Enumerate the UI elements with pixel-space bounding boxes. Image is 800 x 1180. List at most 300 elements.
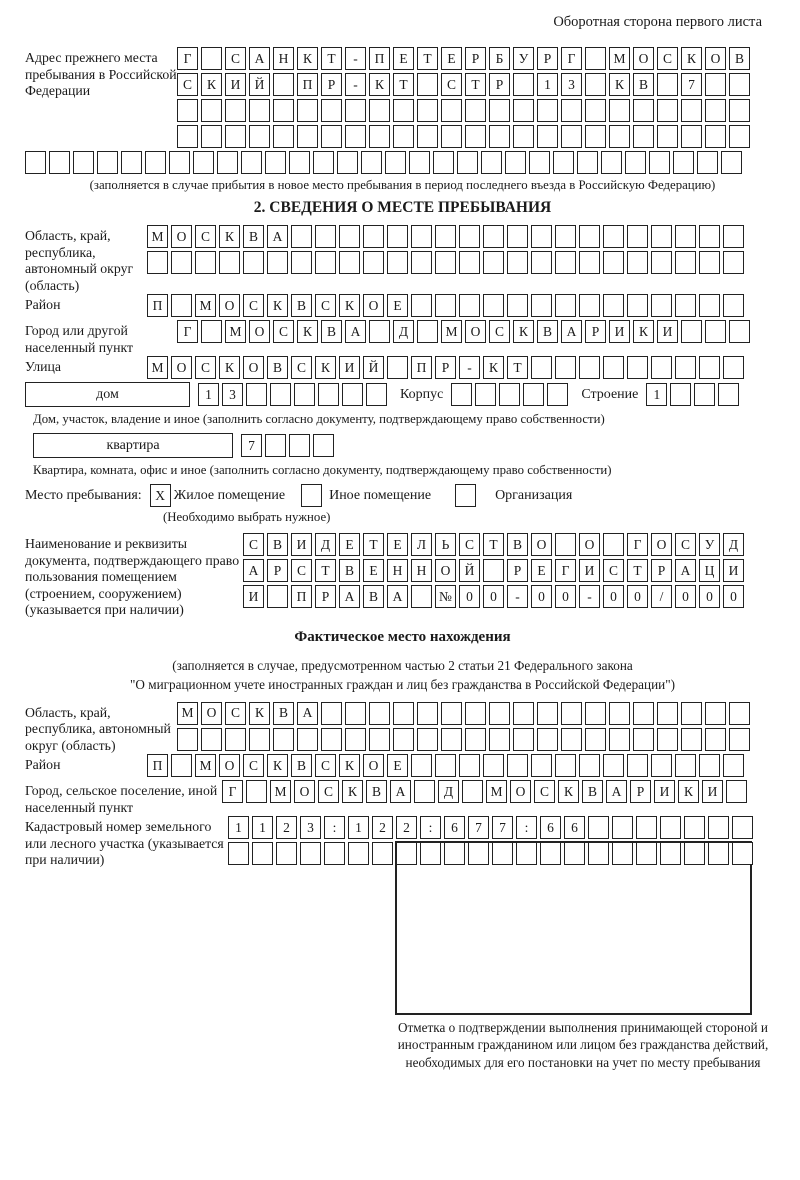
char-box[interactable]: - <box>579 585 600 608</box>
char-box[interactable]: Е <box>339 533 360 556</box>
char-box[interactable] <box>465 99 486 122</box>
char-box[interactable] <box>177 728 198 751</box>
char-box[interactable] <box>723 356 744 379</box>
char-box[interactable] <box>603 533 624 556</box>
char-box[interactable] <box>147 251 168 274</box>
char-box[interactable]: К <box>483 356 504 379</box>
char-box[interactable] <box>636 816 657 839</box>
char-box[interactable]: О <box>171 225 192 248</box>
char-box[interactable] <box>297 125 318 148</box>
char-box[interactable] <box>588 816 609 839</box>
char-box[interactable] <box>585 99 606 122</box>
char-box[interactable]: С <box>318 780 339 803</box>
char-box[interactable] <box>516 842 537 865</box>
char-box[interactable] <box>409 151 430 174</box>
char-box[interactable]: О <box>435 559 456 582</box>
char-box[interactable] <box>97 151 118 174</box>
char-box[interactable]: С <box>603 559 624 582</box>
char-box[interactable]: 7 <box>241 434 262 457</box>
char-box[interactable] <box>420 842 441 865</box>
char-box[interactable] <box>627 356 648 379</box>
char-box[interactable] <box>324 842 345 865</box>
char-box[interactable] <box>708 816 729 839</box>
char-box[interactable]: А <box>243 559 264 582</box>
char-box[interactable] <box>636 842 657 865</box>
char-box[interactable]: С <box>177 73 198 96</box>
char-box[interactable] <box>483 559 504 582</box>
char-box[interactable] <box>513 99 534 122</box>
char-box[interactable] <box>414 780 435 803</box>
char-box[interactable] <box>225 125 246 148</box>
char-box[interactable] <box>411 585 432 608</box>
char-box[interactable] <box>489 728 510 751</box>
char-box[interactable]: Й <box>249 73 270 96</box>
char-box[interactable] <box>675 251 696 274</box>
char-box[interactable]: 3 <box>222 383 243 406</box>
char-box[interactable] <box>603 251 624 274</box>
char-box[interactable] <box>579 754 600 777</box>
char-box[interactable]: Т <box>483 533 504 556</box>
char-box[interactable] <box>729 73 750 96</box>
char-box[interactable] <box>369 125 390 148</box>
char-box[interactable] <box>612 842 633 865</box>
char-box[interactable] <box>273 728 294 751</box>
char-box[interactable]: П <box>297 73 318 96</box>
char-box[interactable]: К <box>297 47 318 70</box>
char-box[interactable]: - <box>459 356 480 379</box>
char-box[interactable] <box>732 816 753 839</box>
char-box[interactable] <box>507 754 528 777</box>
char-box[interactable] <box>633 125 654 148</box>
char-box[interactable] <box>718 383 739 406</box>
char-box[interactable] <box>297 728 318 751</box>
char-box[interactable] <box>553 151 574 174</box>
char-box[interactable] <box>660 816 681 839</box>
char-box[interactable] <box>363 251 384 274</box>
char-box[interactable]: 7 <box>681 73 702 96</box>
char-box[interactable]: В <box>633 73 654 96</box>
char-box[interactable] <box>265 434 286 457</box>
char-box[interactable] <box>513 73 534 96</box>
char-box[interactable]: - <box>345 47 366 70</box>
char-box[interactable] <box>649 151 670 174</box>
char-box[interactable]: К <box>339 294 360 317</box>
char-box[interactable]: Д <box>315 533 336 556</box>
char-box[interactable]: Д <box>723 533 744 556</box>
checkbox-residential[interactable]: X <box>150 484 171 507</box>
char-box[interactable] <box>555 225 576 248</box>
char-box[interactable]: 7 <box>492 816 513 839</box>
char-box[interactable] <box>723 294 744 317</box>
char-box[interactable]: Р <box>321 73 342 96</box>
char-box[interactable] <box>609 728 630 751</box>
char-box[interactable]: А <box>297 702 318 725</box>
char-box[interactable]: М <box>147 356 168 379</box>
char-box[interactable]: Н <box>273 47 294 70</box>
char-box[interactable] <box>411 754 432 777</box>
char-box[interactable]: М <box>195 294 216 317</box>
char-box[interactable] <box>705 99 726 122</box>
char-box[interactable] <box>171 294 192 317</box>
char-box[interactable]: С <box>225 47 246 70</box>
char-box[interactable]: 1 <box>537 73 558 96</box>
char-box[interactable] <box>459 754 480 777</box>
char-box[interactable] <box>348 842 369 865</box>
char-box[interactable] <box>531 294 552 317</box>
char-box[interactable]: Т <box>465 73 486 96</box>
char-box[interactable]: А <box>561 320 582 343</box>
char-box[interactable] <box>729 702 750 725</box>
char-box[interactable] <box>625 151 646 174</box>
char-box[interactable] <box>555 754 576 777</box>
char-box[interactable]: П <box>147 754 168 777</box>
char-box[interactable] <box>345 125 366 148</box>
char-box[interactable] <box>321 728 342 751</box>
char-box[interactable] <box>603 294 624 317</box>
char-box[interactable] <box>475 383 496 406</box>
char-box[interactable] <box>699 754 720 777</box>
char-box[interactable] <box>339 225 360 248</box>
checkbox-other-premises[interactable] <box>301 484 322 507</box>
char-box[interactable] <box>708 842 729 865</box>
char-box[interactable] <box>171 754 192 777</box>
char-box[interactable]: Р <box>465 47 486 70</box>
char-box[interactable] <box>489 99 510 122</box>
char-box[interactable]: С <box>291 559 312 582</box>
char-box[interactable] <box>417 702 438 725</box>
char-box[interactable] <box>313 434 334 457</box>
char-box[interactable] <box>673 151 694 174</box>
char-box[interactable] <box>561 99 582 122</box>
char-box[interactable] <box>441 99 462 122</box>
char-box[interactable] <box>513 125 534 148</box>
char-box[interactable] <box>684 842 705 865</box>
char-box[interactable] <box>171 251 192 274</box>
char-box[interactable]: Ь <box>435 533 456 556</box>
char-box[interactable] <box>345 702 366 725</box>
char-box[interactable]: 1 <box>646 383 667 406</box>
char-box[interactable] <box>345 99 366 122</box>
char-box[interactable] <box>699 225 720 248</box>
char-box[interactable]: 6 <box>444 816 465 839</box>
char-box[interactable]: В <box>729 47 750 70</box>
char-box[interactable]: И <box>702 780 723 803</box>
char-box[interactable] <box>201 125 222 148</box>
char-box[interactable]: А <box>339 585 360 608</box>
char-box[interactable] <box>681 125 702 148</box>
char-box[interactable] <box>537 702 558 725</box>
char-box[interactable]: И <box>225 73 246 96</box>
char-box[interactable] <box>228 842 249 865</box>
char-box[interactable] <box>249 728 270 751</box>
char-box[interactable] <box>729 728 750 751</box>
char-box[interactable] <box>201 99 222 122</box>
char-box[interactable] <box>73 151 94 174</box>
char-box[interactable] <box>411 294 432 317</box>
char-box[interactable] <box>195 251 216 274</box>
char-box[interactable]: О <box>579 533 600 556</box>
char-box[interactable] <box>579 251 600 274</box>
char-box[interactable] <box>513 702 534 725</box>
char-box[interactable]: К <box>219 356 240 379</box>
char-box[interactable] <box>699 356 720 379</box>
char-box[interactable]: С <box>195 356 216 379</box>
char-box[interactable]: М <box>225 320 246 343</box>
char-box[interactable] <box>217 151 238 174</box>
char-box[interactable]: Н <box>387 559 408 582</box>
char-box[interactable] <box>315 251 336 274</box>
char-box[interactable] <box>697 151 718 174</box>
char-box[interactable]: С <box>225 702 246 725</box>
char-box[interactable]: С <box>534 780 555 803</box>
char-box[interactable]: В <box>321 320 342 343</box>
checkbox-organization[interactable] <box>455 484 476 507</box>
char-box[interactable] <box>579 356 600 379</box>
char-box[interactable]: И <box>291 533 312 556</box>
char-box[interactable] <box>603 225 624 248</box>
char-box[interactable]: Р <box>507 559 528 582</box>
char-box[interactable]: О <box>201 702 222 725</box>
char-box[interactable] <box>318 383 339 406</box>
char-box[interactable]: С <box>195 225 216 248</box>
char-box[interactable]: Е <box>393 47 414 70</box>
char-box[interactable]: С <box>243 294 264 317</box>
char-box[interactable] <box>585 702 606 725</box>
char-box[interactable]: 2 <box>372 816 393 839</box>
char-box[interactable] <box>681 728 702 751</box>
char-box[interactable] <box>337 151 358 174</box>
char-box[interactable]: № <box>435 585 456 608</box>
char-box[interactable] <box>177 125 198 148</box>
char-box[interactable] <box>633 702 654 725</box>
char-box[interactable] <box>705 702 726 725</box>
char-box[interactable] <box>699 294 720 317</box>
char-box[interactable] <box>393 99 414 122</box>
char-box[interactable]: Г <box>561 47 582 70</box>
char-box[interactable] <box>564 842 585 865</box>
char-box[interactable] <box>291 251 312 274</box>
char-box[interactable]: 1 <box>348 816 369 839</box>
char-box[interactable] <box>483 251 504 274</box>
char-box[interactable]: Т <box>417 47 438 70</box>
char-box[interactable]: У <box>513 47 534 70</box>
char-box[interactable]: А <box>390 780 411 803</box>
char-box[interactable] <box>651 356 672 379</box>
char-box[interactable]: В <box>366 780 387 803</box>
char-box[interactable] <box>291 225 312 248</box>
char-box[interactable] <box>483 754 504 777</box>
char-box[interactable] <box>705 73 726 96</box>
char-box[interactable] <box>675 754 696 777</box>
char-box[interactable] <box>547 383 568 406</box>
char-box[interactable] <box>225 99 246 122</box>
char-box[interactable] <box>657 73 678 96</box>
char-box[interactable] <box>396 842 417 865</box>
char-box[interactable] <box>177 99 198 122</box>
char-box[interactable]: Й <box>363 356 384 379</box>
char-box[interactable]: 0 <box>723 585 744 608</box>
char-box[interactable] <box>492 842 513 865</box>
char-box[interactable] <box>294 383 315 406</box>
char-box[interactable]: П <box>291 585 312 608</box>
char-box[interactable]: Е <box>531 559 552 582</box>
char-box[interactable] <box>627 294 648 317</box>
char-box[interactable] <box>507 251 528 274</box>
char-box[interactable]: М <box>486 780 507 803</box>
char-box[interactable] <box>393 125 414 148</box>
house-field-box[interactable]: дом <box>25 382 190 407</box>
char-box[interactable] <box>555 356 576 379</box>
char-box[interactable]: К <box>681 47 702 70</box>
char-box[interactable]: Е <box>441 47 462 70</box>
char-box[interactable]: Т <box>315 559 336 582</box>
char-box[interactable]: Р <box>651 559 672 582</box>
char-box[interactable] <box>289 434 310 457</box>
char-box[interactable] <box>361 151 382 174</box>
char-box[interactable] <box>681 320 702 343</box>
char-box[interactable]: С <box>489 320 510 343</box>
char-box[interactable] <box>441 702 462 725</box>
char-box[interactable]: О <box>243 356 264 379</box>
char-box[interactable]: 3 <box>300 816 321 839</box>
char-box[interactable] <box>651 754 672 777</box>
char-box[interactable] <box>372 842 393 865</box>
char-box[interactable]: У <box>699 533 720 556</box>
char-box[interactable] <box>699 251 720 274</box>
char-box[interactable]: 6 <box>564 816 585 839</box>
char-box[interactable] <box>417 320 438 343</box>
char-box[interactable]: И <box>609 320 630 343</box>
char-box[interactable] <box>651 294 672 317</box>
char-box[interactable] <box>723 225 744 248</box>
char-box[interactable]: О <box>219 754 240 777</box>
char-box[interactable]: Р <box>630 780 651 803</box>
char-box[interactable] <box>468 842 489 865</box>
char-box[interactable]: Е <box>387 533 408 556</box>
char-box[interactable]: К <box>633 320 654 343</box>
char-box[interactable]: Р <box>537 47 558 70</box>
char-box[interactable]: О <box>510 780 531 803</box>
char-box[interactable] <box>577 151 598 174</box>
char-box[interactable] <box>459 294 480 317</box>
char-box[interactable] <box>609 125 630 148</box>
char-box[interactable] <box>561 125 582 148</box>
char-box[interactable]: 0 <box>627 585 648 608</box>
char-box[interactable]: С <box>675 533 696 556</box>
char-box[interactable] <box>609 99 630 122</box>
char-box[interactable]: О <box>363 754 384 777</box>
char-box[interactable]: : <box>420 816 441 839</box>
char-box[interactable]: Р <box>585 320 606 343</box>
char-box[interactable]: 0 <box>555 585 576 608</box>
char-box[interactable] <box>417 73 438 96</box>
char-box[interactable]: 6 <box>540 816 561 839</box>
char-box[interactable]: М <box>270 780 291 803</box>
char-box[interactable]: В <box>537 320 558 343</box>
char-box[interactable]: П <box>369 47 390 70</box>
char-box[interactable]: К <box>201 73 222 96</box>
char-box[interactable]: Г <box>555 559 576 582</box>
char-box[interactable]: В <box>243 225 264 248</box>
char-box[interactable]: Ц <box>699 559 720 582</box>
char-box[interactable] <box>201 320 222 343</box>
char-box[interactable] <box>339 251 360 274</box>
char-box[interactable] <box>201 47 222 70</box>
char-box[interactable] <box>276 842 297 865</box>
char-box[interactable]: В <box>291 754 312 777</box>
char-box[interactable] <box>249 125 270 148</box>
char-box[interactable]: К <box>678 780 699 803</box>
char-box[interactable] <box>657 728 678 751</box>
char-box[interactable] <box>387 225 408 248</box>
char-box[interactable] <box>369 728 390 751</box>
char-box[interactable]: О <box>249 320 270 343</box>
char-box[interactable] <box>681 99 702 122</box>
char-box[interactable] <box>732 842 753 865</box>
char-box[interactable] <box>681 702 702 725</box>
char-box[interactable]: М <box>609 47 630 70</box>
char-box[interactable]: А <box>249 47 270 70</box>
char-box[interactable] <box>393 702 414 725</box>
char-box[interactable] <box>459 251 480 274</box>
char-box[interactable]: В <box>267 533 288 556</box>
char-box[interactable] <box>265 151 286 174</box>
char-box[interactable]: С <box>315 294 336 317</box>
char-box[interactable]: О <box>651 533 672 556</box>
char-box[interactable] <box>273 99 294 122</box>
char-box[interactable] <box>585 47 606 70</box>
char-box[interactable] <box>651 225 672 248</box>
char-box[interactable]: И <box>654 780 675 803</box>
char-box[interactable] <box>252 842 273 865</box>
char-box[interactable]: И <box>579 559 600 582</box>
char-box[interactable] <box>441 125 462 148</box>
char-box[interactable]: - <box>507 585 528 608</box>
char-box[interactable] <box>657 99 678 122</box>
char-box[interactable]: К <box>297 320 318 343</box>
char-box[interactable]: 7 <box>468 816 489 839</box>
char-box[interactable] <box>603 356 624 379</box>
char-box[interactable]: М <box>441 320 462 343</box>
char-box[interactable] <box>363 225 384 248</box>
char-box[interactable] <box>219 251 240 274</box>
char-box[interactable]: Р <box>435 356 456 379</box>
char-box[interactable] <box>345 728 366 751</box>
char-box[interactable]: С <box>315 754 336 777</box>
char-box[interactable] <box>579 294 600 317</box>
char-box[interactable]: С <box>273 320 294 343</box>
char-box[interactable] <box>435 294 456 317</box>
char-box[interactable] <box>313 151 334 174</box>
char-box[interactable]: О <box>531 533 552 556</box>
char-box[interactable]: : <box>324 816 345 839</box>
char-box[interactable]: М <box>177 702 198 725</box>
char-box[interactable] <box>675 356 696 379</box>
char-box[interactable] <box>289 151 310 174</box>
char-box[interactable] <box>433 151 454 174</box>
char-box[interactable]: - <box>345 73 366 96</box>
char-box[interactable]: А <box>606 780 627 803</box>
char-box[interactable] <box>537 125 558 148</box>
char-box[interactable]: А <box>345 320 366 343</box>
char-box[interactable] <box>723 251 744 274</box>
char-box[interactable]: К <box>342 780 363 803</box>
apartment-field-box[interactable]: квартира <box>33 433 233 458</box>
char-box[interactable] <box>726 780 747 803</box>
char-box[interactable] <box>531 225 552 248</box>
char-box[interactable] <box>243 251 264 274</box>
char-box[interactable] <box>729 125 750 148</box>
